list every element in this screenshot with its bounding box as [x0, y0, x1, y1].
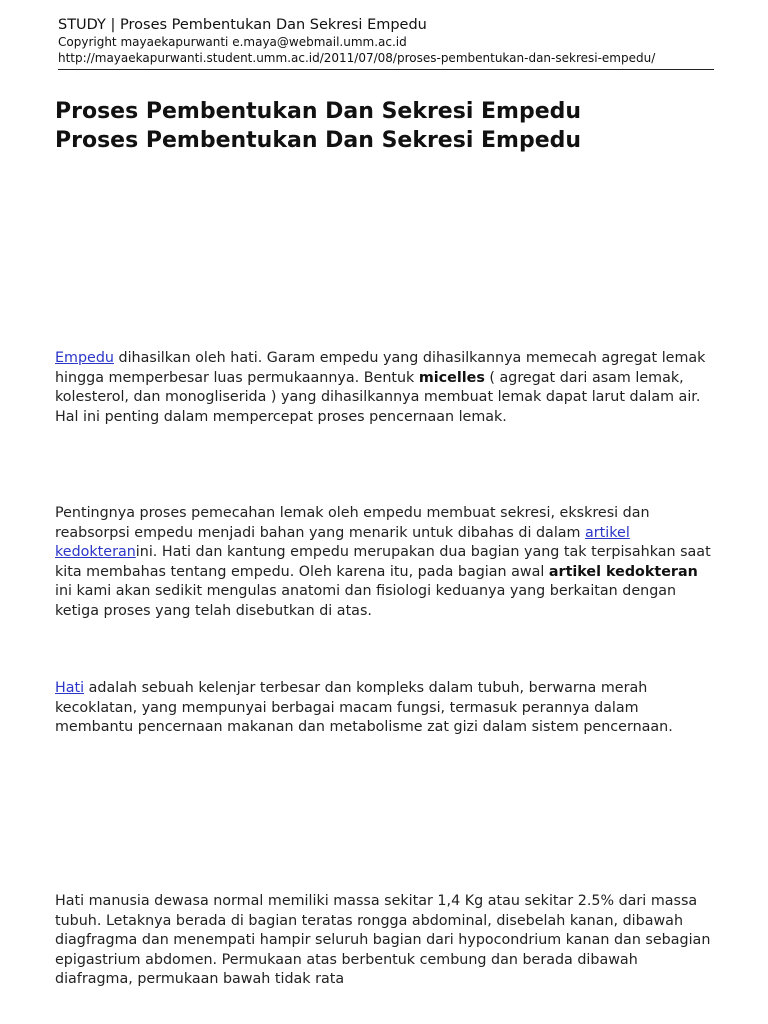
artikel-kedokteran-term: artikel kedokteran: [548, 563, 698, 580]
paragraph-text: ( agregat dari asam lemak, kolesterol, dan monogliserida ) yang dihasilkannya membuat lemak dapat larut dalam air. Hal ini penting dalam mempercepat proses pencernaan lemak.: [55, 369, 701, 425]
paragraph-empedu: [55, 349, 715, 427]
empedu-link[interactable]: Empedu: [55, 350, 114, 366]
paragraph-text: ini kami akan sedikit mengulas anatomi dan fisiologi keduanya yang berkaitan dengan ketiga proses yang telah disebutkan di atas.: [55, 583, 677, 619]
paragraph-hati: [55, 679, 715, 738]
micelles-term: micelles: [418, 369, 485, 386]
article-title-block: [55, 97, 735, 155]
paragraph-pentingnya: [55, 504, 715, 621]
paragraph-text: ini. Hati dan kantung empedu merupakan dua bagian yang tak terpisahkan saat kita membahas tentang empedu. Oleh karena itu, pada bagian awal: [55, 544, 711, 580]
paragraph-text: Hati manusia dewasa normal memiliki massa sekitar 1,4 Kg atau sekitar 2.5% dari massa tubuh. Letaknya berada di bagian teratas rongga abdominal, disebelah kanan, dibawah diagfragma dan menempati hampir seluruh bagian dari hypocondrium kanan dan sebagian epigastrium abdomen. Permukaan atas berbentuk cembung dan berada dibawah diafragma, permukaan bawah tidak rata: [55, 893, 711, 987]
paragraph-text: dihasilkan oleh hati. Garam empedu yang dihasilkannya memecah agregat lemak hingga memperbesar luas permukaannya. Bentuk: [55, 350, 706, 386]
article-title-repeat: Proses Pembentukan Dan Sekresi Empedu: [55, 128, 582, 153]
paragraph-text: adalah sebuah kelenjar terbesar dan kompleks dalam tubuh, berwarna merah kecoklatan, yang mempunyai berbagai macam fungsi, termasuk perannya dalam membantu pencernaan makanan dan metabolisme zat gizi dalam sistem pencernaan.: [55, 680, 673, 735]
hati-link[interactable]: Hati: [55, 680, 85, 696]
copyright-line: Copyright mayaekapurwanti e.maya@webmail.umm.ac.id: [58, 35, 407, 49]
artikel-kedokteran-link[interactable]: artikel kedokteran: [55, 524, 630, 560]
paragraph-hati-manusia: [55, 892, 715, 990]
document-header: [58, 16, 714, 70]
source-url: http://mayaekapurwanti.student.umm.ac.id/2011/07/08/proses-pembentukan-dan-sekresi-empedu/: [58, 50, 656, 65]
paragraph-text: Pentingnya proses pemecahan lemak oleh empedu membuat sekresi, ekskresi dan reabsorpsi empedu menjadi bahan yang menarik untuk dibahas di dalam: [55, 505, 650, 541]
site-title: STUDY | Proses Pembentukan Dan Sekresi Empedu: [58, 17, 427, 33]
article-title: Proses Pembentukan Dan Sekresi Empedu: [55, 99, 582, 124]
